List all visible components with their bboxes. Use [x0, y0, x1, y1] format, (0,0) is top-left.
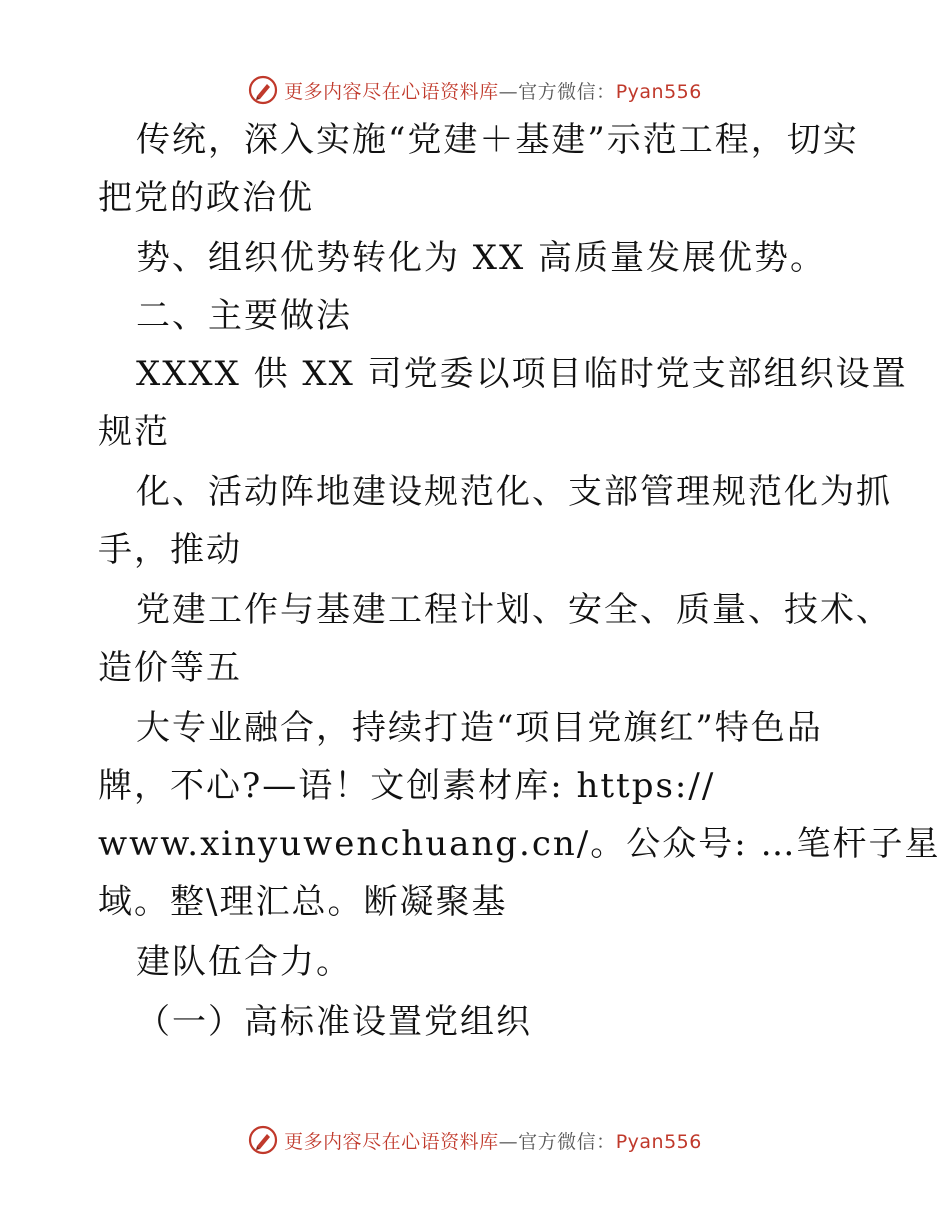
body-line: www.xinyuwenchuang.cn/。公众号: …笔杆子星	[98, 824, 941, 864]
body-line: 大专业融合，持续打造“项目党旗红”特色品	[136, 708, 823, 748]
body-line: 手，推动	[98, 530, 242, 570]
header-wechat-handle: Pyan556	[615, 80, 702, 103]
pen-logo-icon	[248, 75, 278, 105]
body-line: 牌，不心?—语！文创素材库: https://	[98, 766, 716, 806]
body-line: 党建工作与基建工程计划、安全、质量、技术、	[136, 590, 892, 630]
footer-watermark-banner	[0, 1120, 950, 1160]
body-line: 传统，深入实施“党建＋基建”示范工程，切实	[136, 120, 859, 160]
header-watermark-text	[284, 77, 702, 104]
body-line: 势、组织优势转化为 XX 高质量发展优势。	[136, 238, 827, 278]
subsection-heading: （一）高标准设置党组织	[136, 1002, 532, 1042]
body-line: 造价等五	[98, 648, 242, 688]
body-line: 把党的政治优	[98, 178, 314, 218]
section-heading: 二、主要做法	[136, 296, 352, 336]
footer-separator: —	[498, 1130, 519, 1153]
header-watermark-banner	[0, 70, 950, 110]
header-separator: —	[498, 80, 519, 103]
header-wechat-label: 官方微信：	[518, 80, 616, 103]
pen-logo-icon	[248, 1125, 278, 1155]
body-line: 化、活动阵地建设规范化、支部管理规范化为抓	[136, 472, 892, 512]
footer-watermark-text	[284, 1127, 702, 1154]
header-brand: 更多内容尽在心语资料库	[284, 80, 499, 103]
body-line: 域。整\理汇总。断凝聚基	[98, 882, 508, 922]
body-line: XXXX 供 XX 司党委以项目临时党支部组织设置	[136, 354, 908, 394]
body-line: 规范	[98, 412, 170, 452]
footer-wechat-handle: Pyan556	[615, 1130, 702, 1153]
footer-wechat-label: 官方微信：	[518, 1130, 616, 1153]
body-line: 建队伍合力。	[136, 942, 352, 982]
footer-brand: 更多内容尽在心语资料库	[284, 1130, 499, 1153]
